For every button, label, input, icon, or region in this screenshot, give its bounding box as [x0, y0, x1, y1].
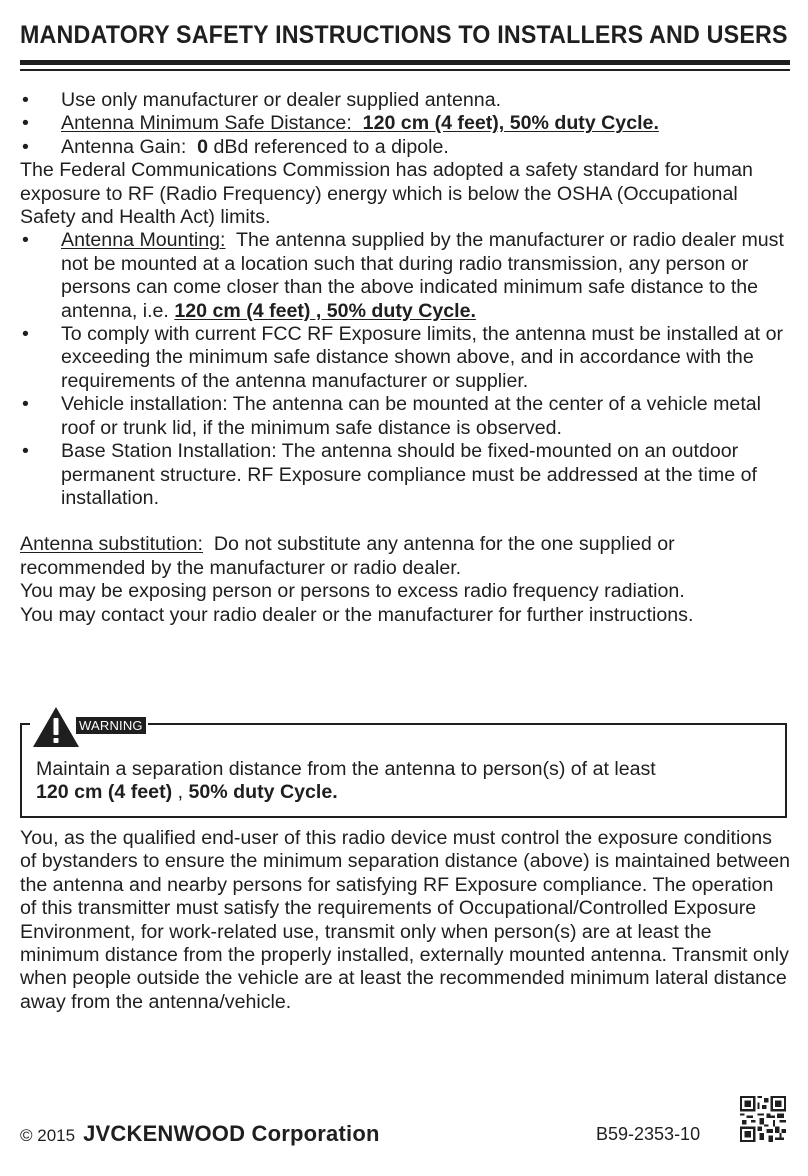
bullet-text: To comply with current FCC RF Exposure limits, the antenna must be installed at or exceeding the minimum safe distance shown above, and in accordance with the requirements of the antenna manufacturer or supplier.: [61, 323, 783, 392]
warning-header: [30, 704, 148, 748]
bullet-text: Vehicle installation: The antenna can be mounted at the center of a vehicle metal roof or trunk lid, if the minimum safe distance is observed.: [61, 393, 762, 439]
bullet-text: Use only manufacturer or dealer supplied antenna.: [61, 89, 502, 111]
substitution-label: Antenna substitution:: [20, 533, 204, 556]
safe-distance-label: Antenna Minimum Safe Distance: 120 cm (4 feet), 50% duty Cycle.: [61, 112, 659, 135]
substitution-paragraph: [20, 533, 792, 580]
bullet-item: • Antenna Mounting: The antenna supplied by the manufacturer or radio dealer must not be mounted at a location such that during radio transmission, any person or persons can come closer than the above indicated minimum safe distance to the antenna, i.e. 120 cm (4 feet) , 50% duty Cycle.: [22, 229, 784, 322]
exposure-line: You may contact your radio dealer or the manufacturer for further instructions.: [20, 603, 694, 626]
bullet-item: • Base Station Installation: The antenna should be fixed-mounted on an outdoor permanent structure. RF Exposure compliance must be addressed at the time of installation.: [22, 440, 757, 509]
page-title: MANDATORY SAFETY INSTRUCTIONS TO INSTALLERS AND USERS: [20, 21, 788, 49]
title-rule-thin: [20, 69, 790, 71]
footer-copyright: [20, 1122, 380, 1147]
bullet-item: • Antenna Minimum Safe Distance: 120 cm (4 feet), 50% duty Cycle.: [22, 112, 659, 135]
antenna-gain-value: 0: [197, 135, 209, 158]
qr-code-icon: [740, 1096, 786, 1142]
instructions-body: [20, 89, 792, 627]
bullet-item: • Vehicle installation: The antenna can be mounted at the center of a vehicle metal roof or trunk lid, if the minimum safe distance is observed.: [22, 393, 762, 439]
bullet-item: • Use only manufacturer or dealer supplied antenna.: [22, 89, 502, 111]
bullet-item: • To comply with current FCC RF Exposure limits, the antenna must be installed at or exceeding the minimum safe distance shown above, and in accordance with the requirements of the antenna manufacturer or supplier.: [22, 323, 783, 392]
warning-duty-cycle: 50% duty Cycle.: [188, 781, 338, 804]
substitution-text: Do not substitute any antenna for the one supplied or recommended by the manufacturer or radio dealer.: [20, 533, 675, 579]
bullet-item: • Antenna Gain: 0 dBd referenced to a dipole.: [22, 135, 449, 158]
fcc-paragraph: The Federal Communications Commission has adopted a safety standard for human exposure to RF (Radio Frequency) energy which is below the OSHA (Occupational Safety and Health Act) limits.: [20, 159, 753, 229]
end-user-paragraph: You, as the qualified end-user of this radio device must control the exposure conditions of bystanders to ensure the minimum separation distance (above) is maintained between the antenna and nearby persons for satisfying RF Exposure compliance. The operation of this transmitter must satisfy the requirements of Occupational/Controlled Exposure Environment, for work-related use, transmit only when person(s) are at least the minimum distance from the properly installed, externally mounted antenna. Transmit only when people outside the vehicle are at least the recommended minimum lateral distance away from the antenna/vehicle.: [20, 827, 791, 1013]
document-code: B59-2353-10: [596, 1124, 701, 1144]
warning-triangle-icon: [32, 706, 80, 748]
exposure-line: You may be exposing person or persons to excess radio frequency radiation.: [20, 580, 685, 603]
corporation-name: JVCKENWOOD Corporation: [83, 1121, 380, 1146]
antenna-gain-prefix: Antenna Gain:: [61, 135, 187, 158]
warning-distance: 120 cm (4 feet): [36, 781, 173, 804]
antenna-mounting-distance: 120 cm (4 feet) , 50% duty Cycle.: [174, 299, 476, 322]
antenna-mounting-label: Antenna Mounting:: [61, 229, 226, 252]
antenna-gain-suffix: dBd referenced to a dipole.: [213, 135, 449, 158]
antenna-mounting-text: The antenna supplied by the manufacturer or radio dealer must not be mounted at a location such that during radio transmission, any person or persons can come closer than the above indicated minimum safe distance to the antenna, i.e.: [61, 229, 784, 322]
bullet-text: Base Station Installation: The antenna should be fixed-mounted on an outdoor permanent structure. RF Exposure compliance must be addressed at the time of installation.: [61, 440, 757, 509]
title-rule-thick: [20, 60, 790, 65]
warning-label: WARNING: [76, 717, 146, 734]
copyright-year: © 2015: [20, 1126, 76, 1145]
warning-text: Maintain a separation distance from the antenna to person(s) of at least 120 cm (4 feet) , 50% duty Cycle.: [36, 758, 656, 804]
